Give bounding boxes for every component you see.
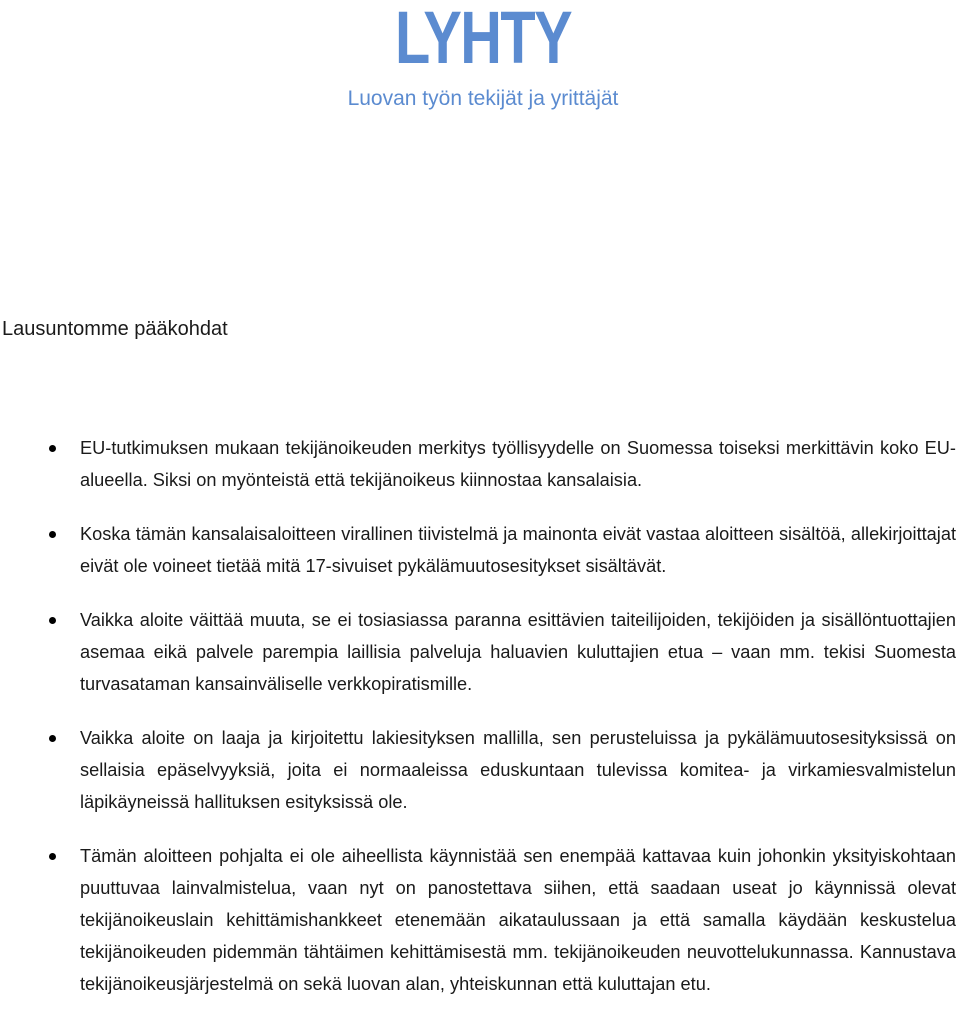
list-item (0, 518, 960, 582)
organization-logo: LYHTY (394, 0, 572, 79)
list-item-text: Koska tämän kansalaisaloitteen virallinen tiivistelmä ja mainonta eivät vastaa aloitteen sisältöä, allekirjoittajat eivät ole voineet tietää mitä 17-sivuiset pykälämuutosesitykset sisältävät. (80, 524, 956, 576)
list-item (0, 840, 960, 1000)
list-item-text: Vaikka aloite väittää muuta, se ei tosiasiassa paranna esittävien taiteilijoiden, tekijöiden ja sisällöntuottajien asemaa eikä palvele parempia laillisia palveluja haluavien kuluttajien etua – vaan mm. tekisi Suomesta turvasataman kansainväliselle verkkopiratismille. (80, 610, 956, 694)
list-item (0, 604, 960, 700)
list-item (0, 432, 960, 496)
bullet-icon (49, 735, 56, 742)
bullet-icon (49, 445, 56, 452)
organization-tagline: Luovan työn tekijät ja yrittäjät (347, 87, 619, 110)
bullet-icon (49, 853, 56, 860)
list-item (0, 722, 960, 818)
list-item-text: Vaikka aloite on laaja ja kirjoitettu lakiesityksen mallilla, sen perusteluissa ja pykälämuutosesityksissä on sellaisia epäselvyyksiä, joita ei normaaleissa eduskuntaan tulevissa komitea- ja virkamiesvalmistelun läpikäyneissä hallituksen esityksissä ole. (80, 728, 956, 812)
key-points-list (0, 432, 960, 1000)
section-heading: Lausuntomme pääkohdat (2, 318, 228, 340)
bullet-icon (49, 617, 56, 624)
list-item-text: EU-tutkimuksen mukaan tekijänoikeuden merkitys työllisyydelle on Suomessa toiseksi merkittävin koko EU-alueella. Siksi on myönteistä että tekijänoikeus kiinnostaa kansalaisia. (80, 438, 956, 490)
bullet-icon (49, 531, 56, 538)
list-item-text: Tämän aloitteen pohjalta ei ole aiheellista käynnistää sen enempää kattavaa kuin johonkin yksityiskohtaan puuttuvaa lainvalmistelua, vaan nyt on panostettava siihen, että saadaan useat jo käynnissä olevat tekijänoikeuslain kehittämishankkeet etenemään aikataulussaan ja että samalla käydään keskustelua tekijänoikeuden pidemmän tähtäimen kehittämisestä mm. tekijänoikeuden neuvottelukunnassa. Kannustava tekijänoikeusjärjestelmä on sekä luovan alan, yhteiskunnan että kuluttajan etu. (80, 846, 956, 994)
